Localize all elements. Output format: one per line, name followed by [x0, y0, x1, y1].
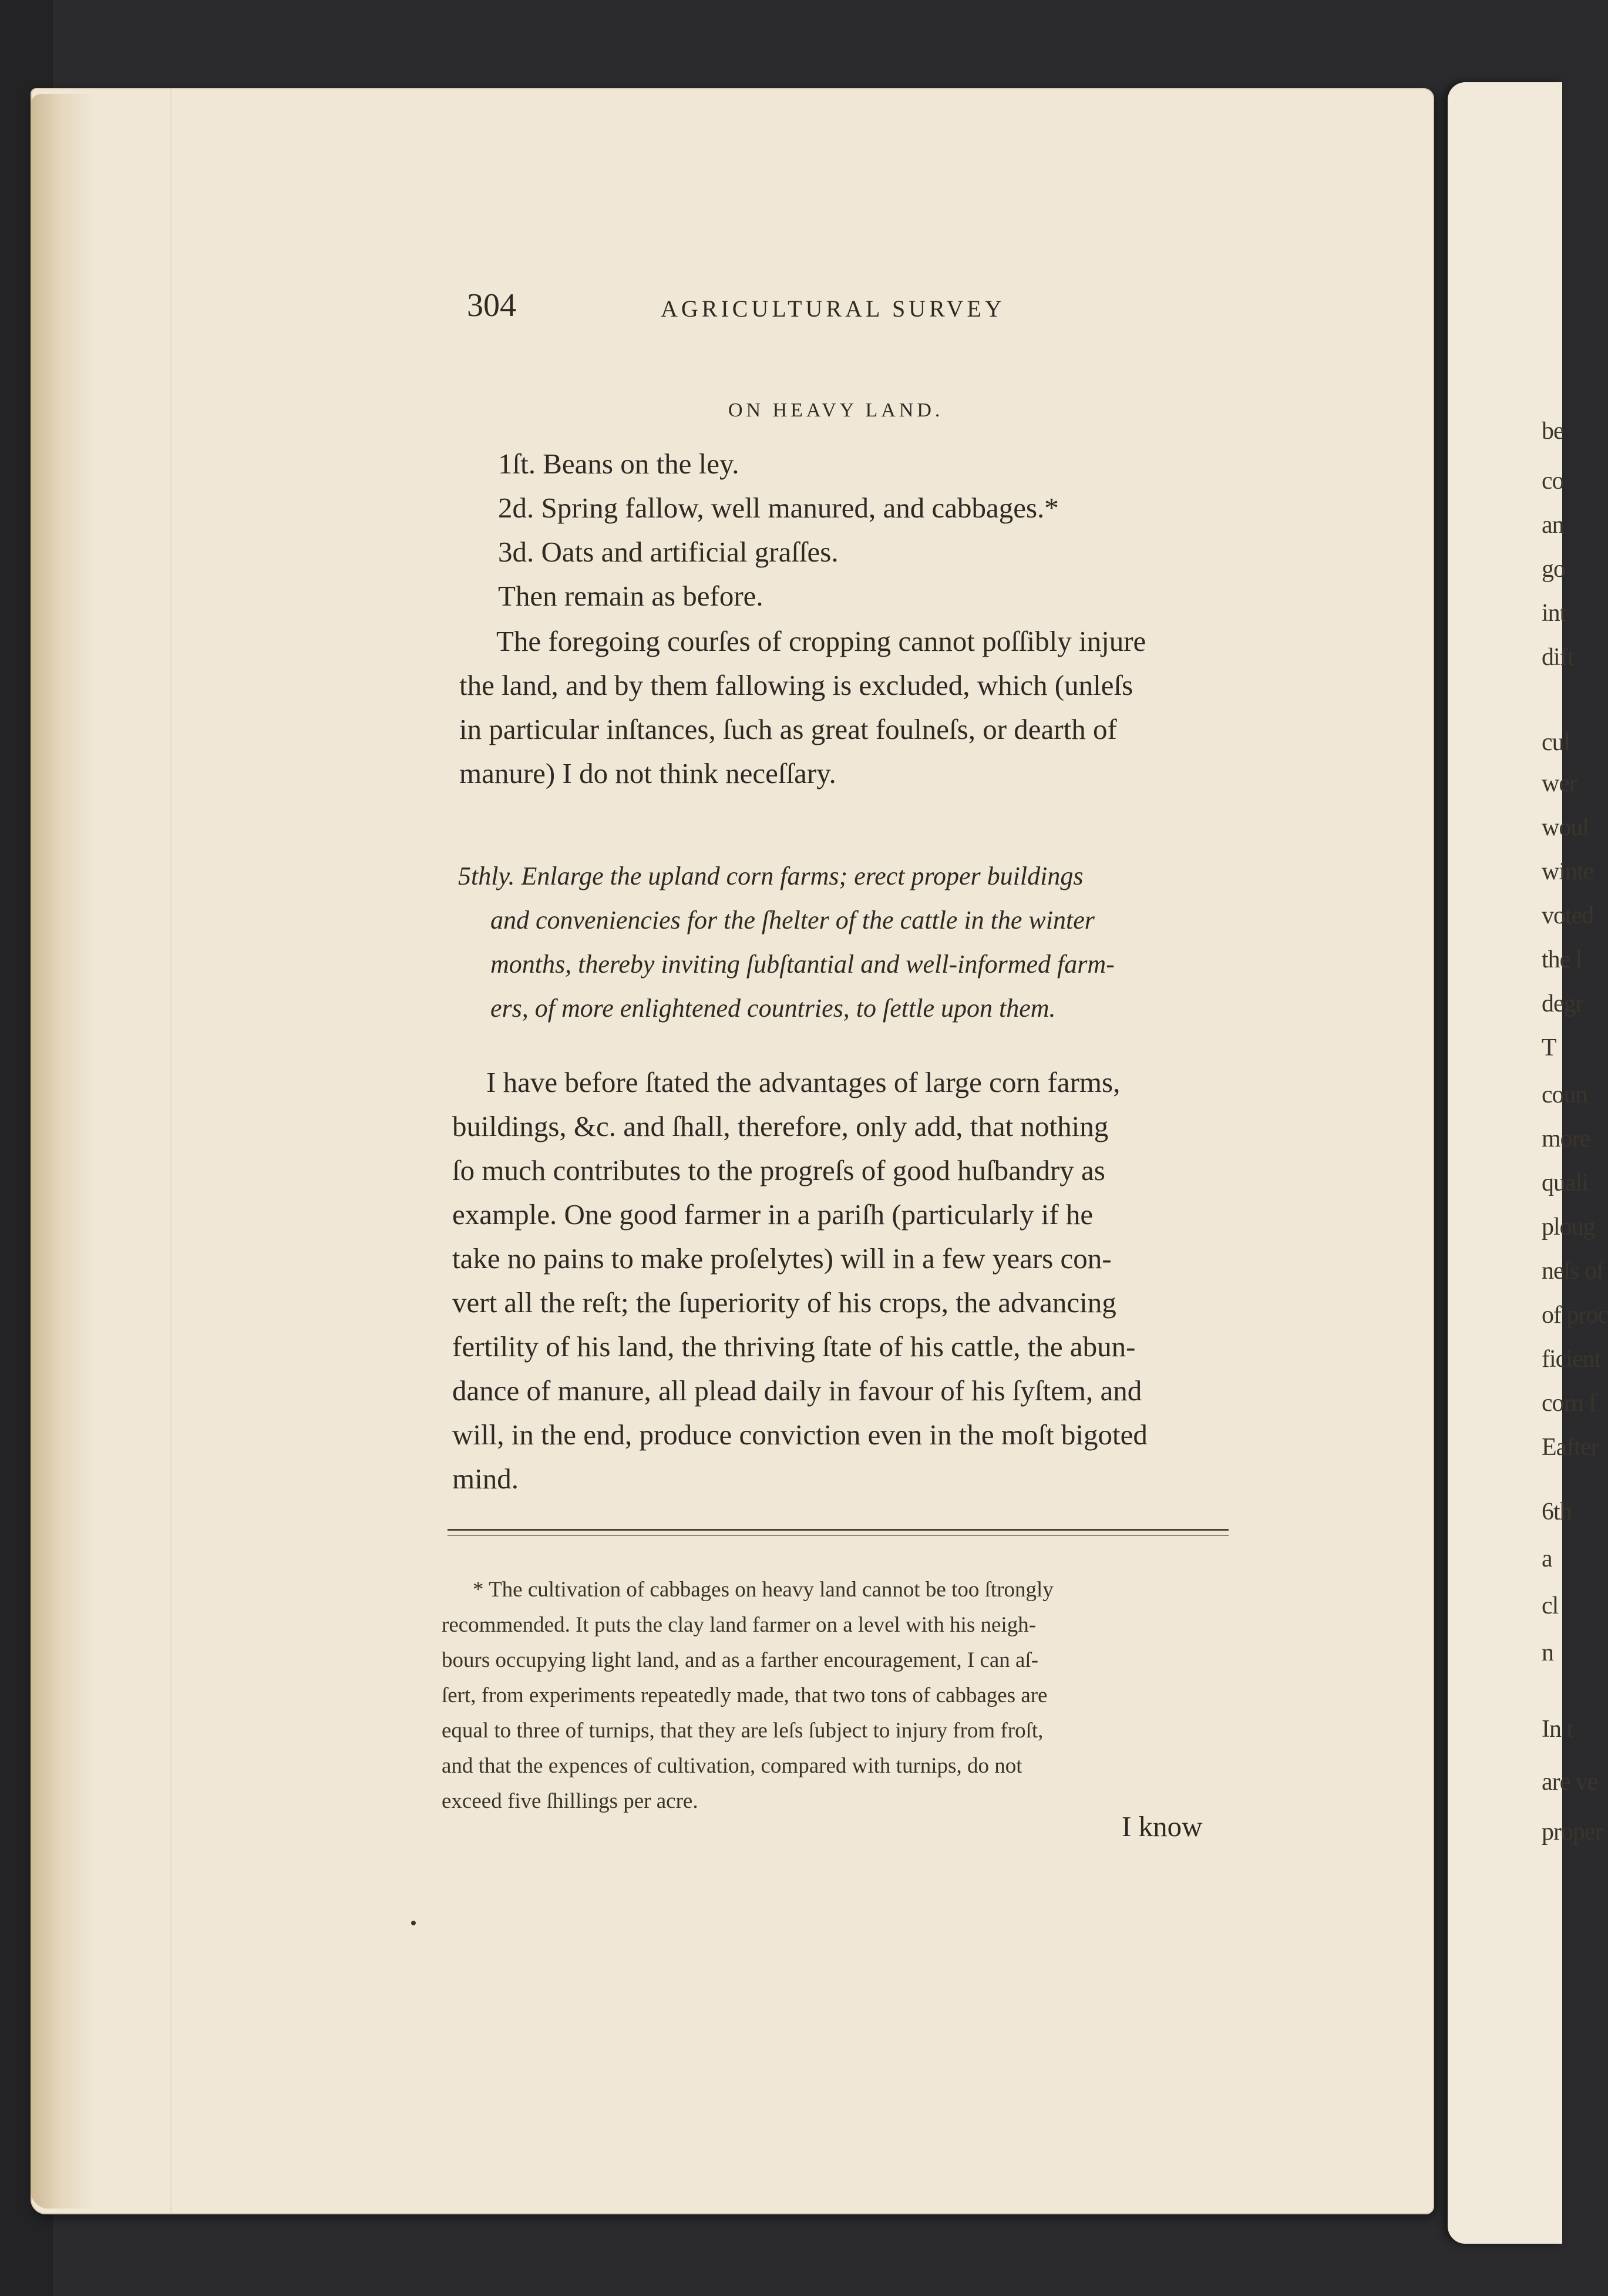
- adjacent-fragment: are ve: [1542, 1769, 1598, 1796]
- adjacent-fragment: ficient: [1542, 1346, 1601, 1373]
- paragraph-line: manure) I do not think neceſſary.: [459, 757, 836, 789]
- adjacent-fragment: the l: [1542, 946, 1582, 973]
- adjacent-fragment: cul: [1542, 729, 1570, 756]
- paragraph-line: fertility of his land, the thriving ſtate of his cattle, the abun-: [452, 1330, 1136, 1363]
- page-fold-line: [170, 88, 171, 2214]
- adjacent-fragment: T: [1542, 1034, 1556, 1061]
- footnote-line: ſert, from experiments repeatedly made, that two tons of cabbages are: [442, 1683, 1048, 1707]
- proposal-line: ers, of more enlightened countries, to ſettle upon them.: [490, 994, 1056, 1023]
- adjacent-fragment: In t: [1542, 1716, 1573, 1743]
- adjacent-fragment: winte: [1542, 858, 1594, 885]
- adjacent-fragment: ploug: [1542, 1213, 1595, 1241]
- adjacent-fragment: voted: [1542, 902, 1594, 929]
- paragraph-line: will, in the end, produce conviction even in the moſt bigoted: [452, 1418, 1148, 1451]
- adjacent-fragment: dift: [1542, 644, 1574, 671]
- footnote-line: equal to three of turnips, that they are leſs ſubject to injury from froſt,: [442, 1719, 1044, 1743]
- running-header: [467, 287, 1066, 328]
- adjacent-fragment: proper: [1542, 1818, 1603, 1845]
- section-heading: ON HEAVY LAND.: [728, 399, 944, 421]
- adjacent-fragment: int: [1542, 600, 1566, 627]
- footnote-rule: [448, 1535, 1229, 1536]
- crop-list-item: 1ſt. Beans on the ley.: [498, 448, 739, 480]
- adjacent-fragment: co: [1542, 468, 1564, 495]
- adjacent-fragment: go: [1542, 556, 1565, 583]
- adjacent-fragment: more: [1542, 1125, 1590, 1152]
- footnote-line: and that the expences of cultivation, compared with turnips, do not: [442, 1754, 1022, 1778]
- footnote-line: * The cultivation of cabbages on heavy land cannot be too ſtrongly: [473, 1578, 1054, 1602]
- footnote-line: exceed five ſhillings per acre.: [442, 1789, 698, 1813]
- ink-speck: [411, 1921, 416, 1925]
- paragraph-line: the land, and by them fallowing is excluded, which (unleſs: [459, 669, 1133, 701]
- page-number: 304: [467, 287, 516, 324]
- adjacent-fragment: of proc: [1542, 1302, 1608, 1329]
- adjacent-fragment: woul: [1542, 814, 1589, 841]
- adjacent-page: [1448, 82, 1608, 2244]
- adjacent-fragment: be: [1542, 418, 1564, 445]
- adjacent-fragment: coun: [1542, 1081, 1587, 1108]
- adjacent-fragment: cl: [1542, 1592, 1559, 1619]
- adjacent-fragment: degr: [1542, 990, 1583, 1017]
- footnote-line: recommended. It puts the clay land farmer on a level with his neigh-: [442, 1613, 1037, 1637]
- paragraph-line: vert all the reſt; the ſuperiority of his crops, the advancing: [452, 1286, 1116, 1319]
- running-title: AGRICULTURAL SURVEY: [661, 295, 1005, 322]
- paragraph-line: buildings, &c. and ſhall, therefore, only add, that nothing: [452, 1110, 1109, 1142]
- adjacent-fragment: wer: [1542, 770, 1577, 797]
- catchword: I know: [1122, 1810, 1203, 1843]
- adjacent-fragment: Eafter: [1542, 1434, 1599, 1461]
- paragraph-line: take no pains to make proſelytes) will in a few years con-: [452, 1242, 1112, 1275]
- paragraph-line: mind.: [452, 1463, 519, 1495]
- adjacent-fragment: n: [1542, 1639, 1553, 1666]
- adjacent-fragment: quali: [1542, 1169, 1588, 1196]
- adjacent-fragment: an: [1542, 512, 1564, 539]
- proposal-line: months, thereby inviting ſubſtantial and well-informed farm-: [490, 950, 1115, 979]
- proposal-line: and conveniencies for the ſhelter of the cattle in the winter: [490, 906, 1095, 934]
- page-edge-shading: [31, 94, 95, 2208]
- crop-list-item: 2d. Spring fallow, well manured, and cabbages.*: [498, 492, 1059, 524]
- footnote-rule: [448, 1529, 1229, 1531]
- paragraph-line: The foregoing courſes of cropping cannot poſſibly injure: [496, 625, 1146, 657]
- adjacent-fragment: a: [1542, 1545, 1552, 1572]
- paragraph-line: ſo much contributes to the progreſs of good huſbandry as: [452, 1154, 1105, 1186]
- adjacent-fragment: neſs of: [1542, 1258, 1604, 1285]
- adjacent-fragment: 6th: [1542, 1498, 1572, 1525]
- paragraph-line: dance of manure, all plead daily in favour of his ſyſtem, and: [452, 1374, 1142, 1407]
- paragraph-line: in particular inſtances, ſuch as great foulneſs, or dearth of: [459, 713, 1117, 745]
- proposal-line: 5thly. Enlarge the upland corn farms; erect proper buildings: [458, 862, 1084, 890]
- paragraph-line: I have before ſtated the advantages of large corn farms,: [486, 1066, 1121, 1098]
- adjacent-fragment: corn f: [1542, 1390, 1597, 1417]
- footnote-line: bours occupying light land, and as a farther encouragement, I can aſ-: [442, 1648, 1039, 1672]
- paragraph-line: example. One good farmer in a pariſh (particularly if he: [452, 1198, 1094, 1231]
- crop-list-item: 3d. Oats and artificial graſſes.: [498, 536, 839, 568]
- crop-list-item: Then remain as before.: [498, 580, 763, 612]
